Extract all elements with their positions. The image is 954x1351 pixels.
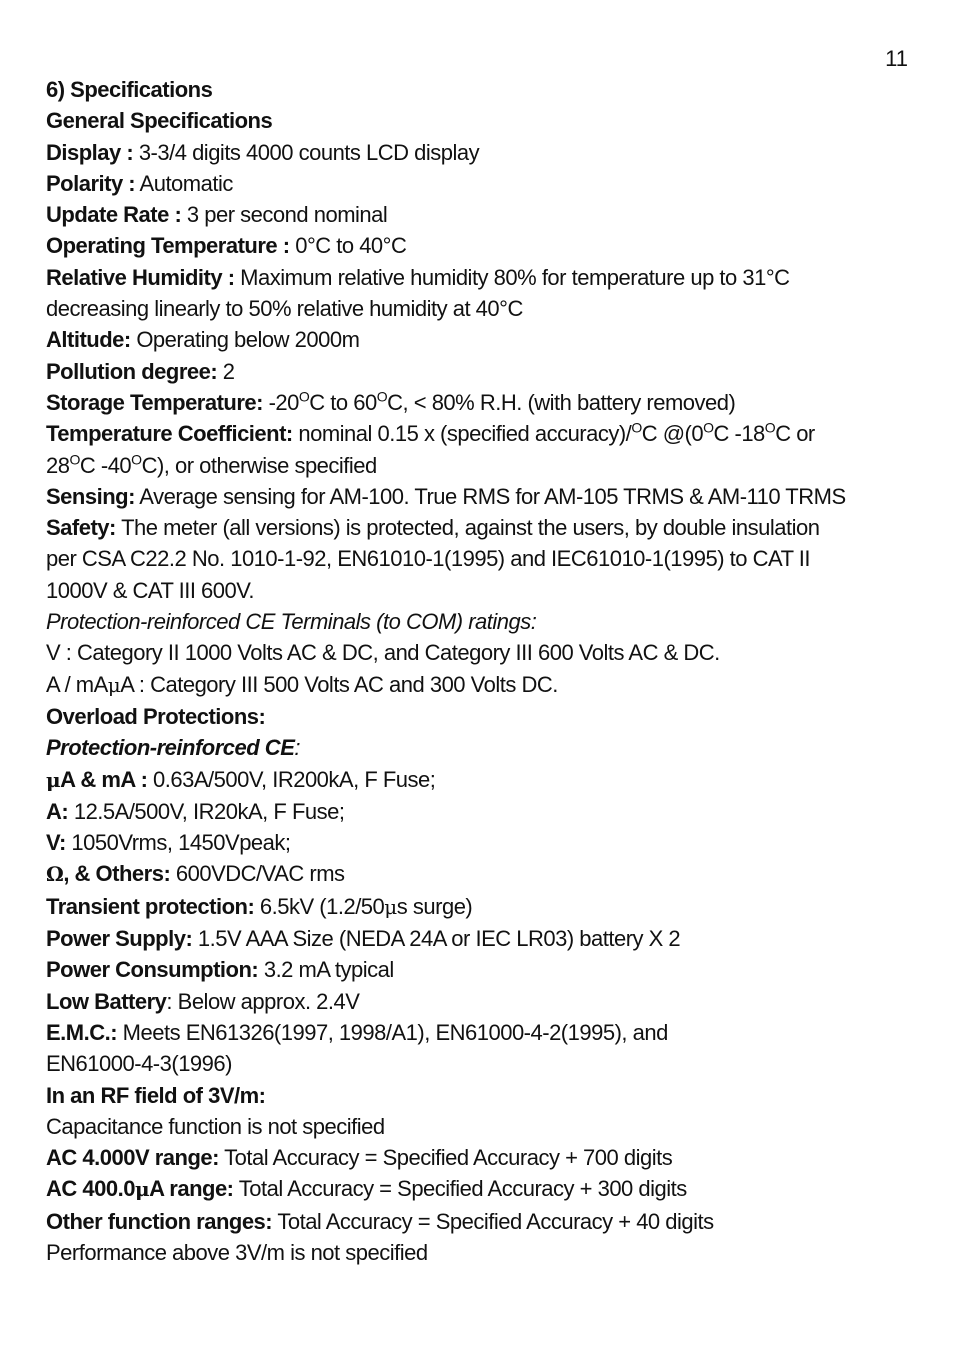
spec-ua-ma bbox=[46, 764, 916, 796]
protection-ce-label: Protection-reinforced CE bbox=[46, 735, 295, 761]
rating-text: A : Category III 500 Volts AC and 300 Volts DC. bbox=[120, 671, 558, 697]
spec-label: AC 4.000V range: bbox=[46, 1145, 219, 1171]
spec-storage-temperature bbox=[46, 387, 916, 418]
spec-ohm-others bbox=[46, 858, 916, 890]
spec-label: Low Battery bbox=[46, 988, 167, 1014]
spec-value: 600VDC/VAC rms bbox=[170, 861, 345, 887]
spec-value: C -18 bbox=[713, 421, 765, 447]
degree-symbol: O bbox=[631, 419, 642, 436]
spec-value: 1.5V AAA Size (NEDA 24A or IEC LR03) battery X 2 bbox=[192, 926, 681, 952]
spec-a-fuse bbox=[46, 796, 916, 827]
overload-protections-title: Overload Protections: bbox=[46, 703, 266, 729]
degree-symbol: O bbox=[131, 451, 142, 468]
spec-label: E.M.C.: bbox=[46, 1019, 118, 1045]
micro-symbol: μ bbox=[107, 672, 121, 697]
spec-value: 0.63A/500V, IR200kA, F Fuse; bbox=[147, 766, 436, 792]
spec-label: Pollution degree: bbox=[46, 358, 218, 384]
spec-value: : Below approx. 2.4V bbox=[166, 988, 360, 1014]
spec-value: 6.5kV (1.2/50 bbox=[254, 893, 385, 919]
specifications-section bbox=[46, 74, 916, 1268]
rf-field-title: In an RF field of 3V/m: bbox=[46, 1082, 266, 1108]
spec-temperature-coefficient bbox=[46, 418, 916, 449]
spec-value: 12.5A/500V, IR20kA, F Fuse; bbox=[68, 798, 345, 824]
spec-value: C -40 bbox=[79, 452, 132, 478]
spec-value: 1050Vrms, 1450Vpeak; bbox=[65, 830, 291, 856]
spec-value: Total Accuracy = Specified Accuracy + 300 digits bbox=[233, 1176, 687, 1202]
spec-label: A & mA : bbox=[60, 766, 148, 792]
spec-sensing bbox=[46, 481, 916, 512]
spec-relative-humidity bbox=[46, 262, 916, 293]
spec-label: , & Others: bbox=[63, 861, 171, 887]
spec-value: C to 60 bbox=[309, 389, 377, 415]
spec-emc bbox=[46, 1017, 916, 1048]
section-title: 6) Specifications bbox=[46, 77, 213, 102]
spec-label: Other function ranges: bbox=[46, 1208, 273, 1234]
spec-value: C, < 80% R.H. (with battery removed) bbox=[387, 389, 736, 415]
spec-power-supply bbox=[46, 923, 916, 954]
spec-label: Relative Humidity : bbox=[46, 264, 235, 290]
degree-symbol: O bbox=[703, 419, 714, 436]
rating-a bbox=[46, 669, 916, 701]
spec-value: nominal 0.15 x (specified accuracy)/ bbox=[292, 421, 632, 447]
spec-label: Update Rate : bbox=[46, 202, 182, 228]
spec-value: -20 bbox=[262, 389, 299, 415]
degree-symbol: O bbox=[376, 388, 388, 405]
spec-value: Operating below 2000m bbox=[130, 327, 360, 353]
protection-ce-colon: : bbox=[294, 735, 300, 761]
spec-ac-400ua-range bbox=[46, 1173, 916, 1205]
spec-label: V: bbox=[46, 830, 66, 856]
spec-power-consumption bbox=[46, 954, 916, 985]
spec-update-rate bbox=[46, 199, 916, 230]
spec-other-function-ranges bbox=[46, 1206, 916, 1237]
spec-operating-temperature bbox=[46, 230, 916, 261]
spec-value: C), or otherwise specified bbox=[141, 452, 377, 478]
spec-label: Power Consumption: bbox=[46, 957, 259, 983]
spec-value: 3.2 mA typical bbox=[258, 957, 394, 983]
spec-polarity bbox=[46, 168, 916, 199]
spec-value: Meets EN61326(1997, 1998/A1), EN61000-4-2(1995), and bbox=[117, 1019, 668, 1045]
micro-symbol: μ bbox=[384, 894, 397, 919]
spec-label: AC 400.0 bbox=[46, 1176, 135, 1202]
spec-label: Sensing: bbox=[46, 483, 135, 509]
spec-value: Total Accuracy = Specified Accuracy + 40 digits bbox=[272, 1208, 714, 1234]
spec-label: A: bbox=[46, 798, 69, 824]
spec-altitude bbox=[46, 324, 916, 355]
page-number: 11 bbox=[885, 46, 908, 71]
rating-text: A / mA bbox=[46, 671, 108, 697]
spec-value: Total Accuracy = Specified Accuracy + 700 digits bbox=[218, 1145, 673, 1171]
spec-value: 28 bbox=[46, 452, 70, 478]
spec-display bbox=[46, 137, 916, 168]
spec-label: Storage Temperature: bbox=[46, 389, 263, 415]
spec-value: C or bbox=[775, 421, 815, 447]
spec-label: Power Supply: bbox=[46, 926, 193, 952]
protection-ratings-title: Protection-reinforced CE Terminals (to COM) ratings: bbox=[46, 609, 537, 635]
micro-symbol: μ bbox=[134, 1177, 150, 1202]
spec-value: Maximum relative humidity 80% for temperature up to 31°C bbox=[234, 264, 790, 290]
spec-safety-cont-1: per CSA C22.2 No. 1010-1-92, EN61010-1(1995) and IEC61010-1(1995) to CAT II bbox=[46, 546, 810, 572]
spec-ac-4v-range bbox=[46, 1142, 916, 1173]
spec-temperature-coefficient-cont bbox=[46, 450, 916, 481]
spec-safety bbox=[46, 512, 916, 543]
omega-symbol: Ω bbox=[46, 862, 64, 887]
spec-label: Altitude: bbox=[46, 327, 131, 353]
micro-symbol: μ bbox=[46, 767, 61, 792]
spec-label: Display : bbox=[46, 139, 134, 165]
spec-label: Temperature Coefficient: bbox=[46, 421, 293, 447]
spec-relative-humidity-cont: decreasing linearly to 50% relative humidity at 40°C bbox=[46, 296, 523, 322]
general-specifications-title: General Specifications bbox=[46, 108, 273, 134]
spec-value: 0°C to 40°C bbox=[289, 233, 407, 259]
degree-symbol: O bbox=[69, 451, 80, 468]
spec-value: C @(0 bbox=[641, 421, 704, 447]
spec-transient-protection bbox=[46, 891, 916, 923]
spec-value: 2 bbox=[217, 358, 235, 384]
spec-label: A range: bbox=[149, 1176, 234, 1202]
rating-v: V : Category II 1000 Volts AC & DC, and Category III 600 Volts AC & DC. bbox=[46, 640, 720, 666]
performance-note: Performance above 3V/m is not specified bbox=[46, 1239, 428, 1265]
spec-emc-cont: EN61000-4-3(1996) bbox=[46, 1051, 232, 1077]
spec-low-battery bbox=[46, 986, 916, 1017]
spec-pollution-degree bbox=[46, 356, 916, 387]
spec-value: 3-3/4 digits 4000 counts LCD display bbox=[133, 139, 480, 165]
spec-label: Polarity : bbox=[46, 170, 136, 196]
spec-value: s surge) bbox=[396, 893, 473, 919]
capacitance-note: Capacitance function is not specified bbox=[46, 1113, 385, 1139]
protection-ce-title bbox=[46, 732, 916, 763]
spec-label: Transient protection: bbox=[46, 893, 255, 919]
spec-label: Operating Temperature : bbox=[46, 233, 290, 259]
degree-symbol: O bbox=[298, 388, 310, 405]
spec-value: The meter (all versions) is protected, against the users, by double insulation bbox=[115, 515, 820, 541]
spec-value: 3 per second nominal bbox=[181, 202, 388, 228]
spec-v-protection bbox=[46, 827, 916, 858]
degree-symbol: O bbox=[764, 419, 776, 436]
spec-label: Safety: bbox=[46, 515, 116, 541]
spec-value: Average sensing for AM-100. True RMS for AM-105 TRMS & AM-110 TRMS bbox=[134, 483, 846, 509]
spec-value: Automatic bbox=[135, 170, 233, 196]
spec-safety-cont-2: 1000V & CAT III 600V. bbox=[46, 577, 255, 603]
